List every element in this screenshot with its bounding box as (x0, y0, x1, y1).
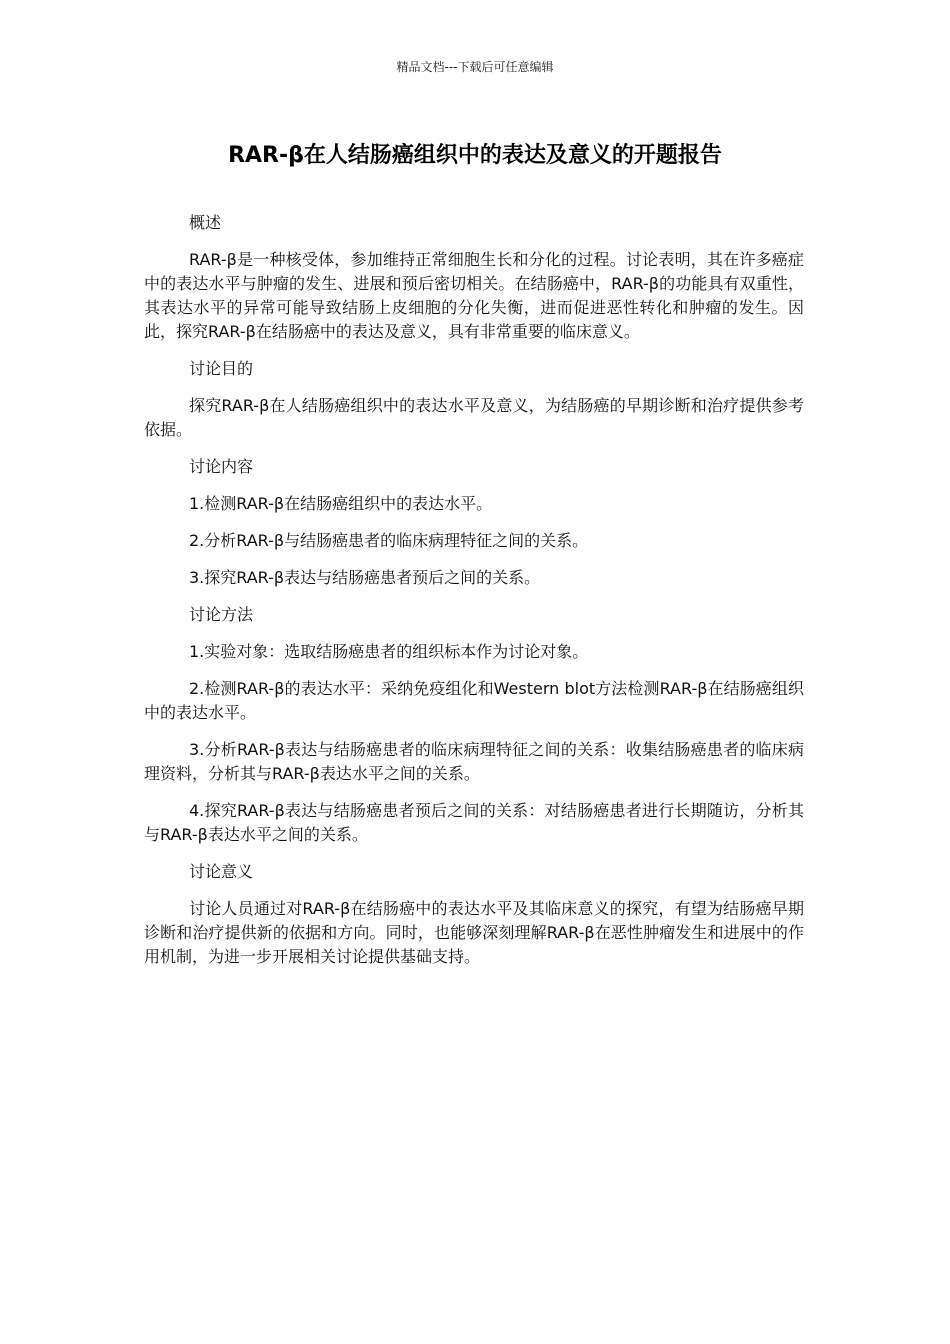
document-title: RAR-β在人结肠癌组织中的表达及意义的开题报告 (228, 143, 722, 168)
header-note: 精品文档---下载后可任意编辑 (396, 60, 554, 74)
section-heading-purpose: 讨论目的 (189, 359, 254, 378)
section-heading-overview: 概述 (189, 213, 222, 232)
list-item-method-1: 1.实验对象：选取结肠癌患者的组织标本作为讨论对象。 (189, 642, 589, 661)
paragraph-purpose: 探究RAR-β在人结肠癌组织中的表达水平及意义，为结肠癌的早期诊断和治疗提供参考依据。 (144, 396, 804, 439)
list-item-method-3: 3.分析RAR-β表达与结肠癌患者的临床病理特征之间的关系：收集结肠癌患者的临床病理资料，分析其与RAR-β表达水平之间的关系。 (144, 740, 804, 783)
section-heading-methods: 讨论方法 (189, 605, 254, 624)
list-item-content-2: 2.分析RAR-β与结肠癌患者的临床病理特征之间的关系。 (189, 531, 589, 550)
paragraph-overview: RAR-β是一种核受体，参加维持正常细胞生长和分化的过程。讨论表明，其在许多癌症中的表达水平与肿瘤的发生、进展和预后密切相关。在结肠癌中，RAR-β的功能具有双重性，其表达水平的异常可能导致结肠上皮细胞的分化失衡，进而促进恶性转化和肿瘤的发生。因此，探究RAR-β在结肠癌中的表达及意义，具有非常重要的临床意义。 (144, 250, 804, 341)
list-item-method-4: 4.探究RAR-β表达与结肠癌患者预后之间的关系：对结肠癌患者进行长期随访，分析其与RAR-β表达水平之间的关系。 (144, 801, 804, 844)
list-item-content-1: 1.检测RAR-β在结肠癌组织中的表达水平。 (189, 494, 493, 513)
section-heading-content: 讨论内容 (189, 457, 254, 476)
list-item-content-3: 3.探究RAR-β表达与结肠癌患者预后之间的关系。 (189, 568, 541, 587)
paragraph-significance: 讨论人员通过对RAR-β在结肠癌中的表达水平及其临床意义的探究，有望为结肠癌早期诊断和治疗提供新的依据和方向。同时，也能够深刻理解RAR-β在恶性肿瘤发生和进展中的作用机制，为进一步开展相关讨论提供基础支持。 (144, 899, 804, 966)
section-heading-significance: 讨论意义 (189, 862, 254, 881)
list-item-method-2: 2.检测RAR-β的表达水平：采纳免疫组化和Western blot方法检测RAR-β在结肠癌组织中的表达水平。 (144, 679, 804, 722)
document-body (144, 211, 804, 982)
